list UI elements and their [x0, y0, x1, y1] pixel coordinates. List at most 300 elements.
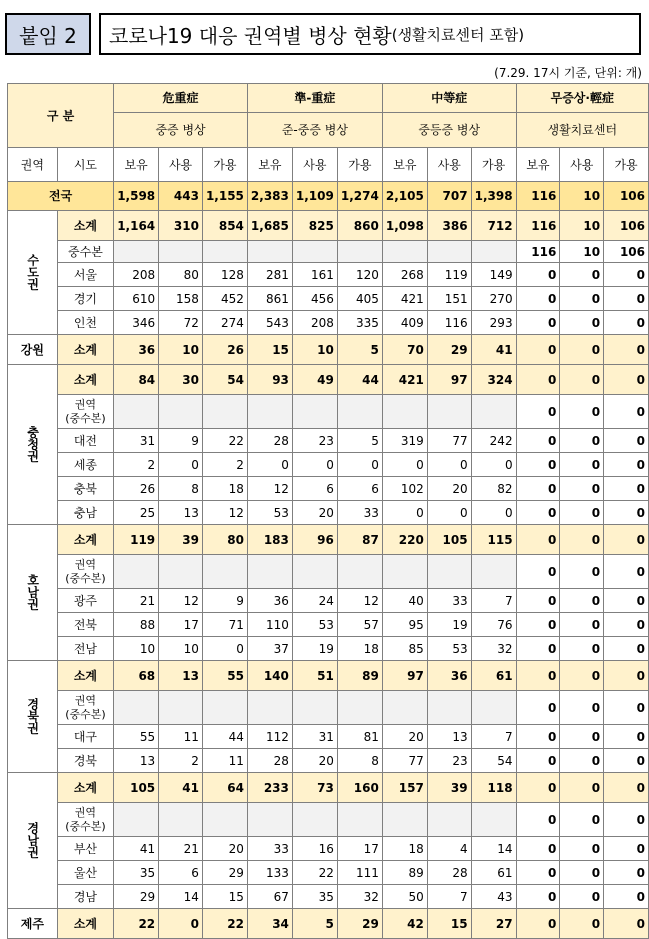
cell-value: 543 — [247, 311, 292, 335]
cell-value: 87 — [337, 525, 382, 555]
header-gubun: 구 분 — [8, 84, 114, 148]
cell-value: 33 — [337, 501, 382, 525]
cell-value: 105 — [114, 773, 159, 803]
cell-value: 0 — [604, 311, 649, 335]
cell-value: 0 — [604, 909, 649, 939]
cell-value: 0 — [516, 311, 560, 335]
cell-value: 41 — [114, 837, 159, 861]
region-name: 경북권 — [25, 697, 40, 734]
cell-value: 93 — [247, 365, 292, 395]
cell-value: 281 — [247, 263, 292, 287]
cell-value — [114, 555, 159, 589]
header-col: 가용 — [202, 148, 247, 182]
region-name: 제주 — [20, 916, 44, 931]
cell-value — [382, 691, 427, 725]
sido-label: 소계 — [57, 525, 114, 555]
header-group-top: 準-重症 — [247, 84, 382, 113]
cell-value: 22 — [114, 909, 159, 939]
cell-value: 712 — [471, 211, 516, 241]
table-row — [8, 725, 649, 749]
cell-value: 0 — [516, 395, 560, 429]
cell-value: 89 — [337, 661, 382, 691]
cell-value: 17 — [337, 837, 382, 861]
cell-value: 158 — [159, 287, 203, 311]
cell-value: 825 — [292, 211, 337, 241]
cell-value: 12 — [159, 589, 203, 613]
header-group-bottom: 중등증 병상 — [382, 113, 516, 148]
table-row — [8, 501, 649, 525]
hub-row — [8, 803, 649, 837]
cell-value: 37 — [247, 637, 292, 661]
cell-value — [427, 395, 471, 429]
cell-value: 68 — [114, 661, 159, 691]
cell-value: 0 — [604, 365, 649, 395]
cell-value — [159, 241, 203, 263]
cell-value: 53 — [427, 637, 471, 661]
cell-value: 22 — [292, 861, 337, 885]
subtotal-row — [8, 525, 649, 555]
sido-label: 경남 — [57, 885, 114, 909]
region-label — [8, 335, 58, 365]
cell-value: 2,383 — [247, 182, 292, 211]
cell-value: 96 — [292, 525, 337, 555]
cell-value: 610 — [114, 287, 159, 311]
cell-value: 43 — [471, 885, 516, 909]
header-group-bottom: 중증 병상 — [114, 113, 248, 148]
cell-value: 1,155 — [202, 182, 247, 211]
cell-value — [427, 691, 471, 725]
cell-value: 42 — [382, 909, 427, 939]
cell-value: 128 — [202, 263, 247, 287]
cell-value: 10 — [159, 335, 203, 365]
header-col: 사용 — [159, 148, 203, 182]
cell-value: 0 — [516, 661, 560, 691]
cell-value — [427, 803, 471, 837]
cell-value: 0 — [516, 477, 560, 501]
cell-value: 0 — [292, 453, 337, 477]
cell-value: 85 — [382, 637, 427, 661]
cell-value: 0 — [560, 885, 604, 909]
cell-value — [202, 555, 247, 589]
cell-value: 71 — [202, 613, 247, 637]
cell-value: 0 — [560, 691, 604, 725]
header-col: 가용 — [337, 148, 382, 182]
sido-label: 권역 (중수본) — [57, 395, 114, 429]
cell-value: 72 — [159, 311, 203, 335]
cell-value: 160 — [337, 773, 382, 803]
cell-value — [159, 395, 203, 429]
region-name: 수도권 — [25, 253, 40, 290]
table-row — [8, 637, 649, 661]
cell-value: 23 — [427, 749, 471, 773]
cell-value: 0 — [604, 773, 649, 803]
cell-value: 1,685 — [247, 211, 292, 241]
cell-value: 20 — [202, 837, 247, 861]
table-row — [8, 885, 649, 909]
cell-value: 55 — [114, 725, 159, 749]
cell-value: 28 — [427, 861, 471, 885]
sido-label: 대전 — [57, 429, 114, 453]
cell-value: 27 — [471, 909, 516, 939]
cell-value — [427, 241, 471, 263]
cell-value: 6 — [292, 477, 337, 501]
cell-value: 29 — [427, 335, 471, 365]
cell-value: 21 — [114, 589, 159, 613]
cell-value: 0 — [159, 909, 203, 939]
cell-value: 335 — [337, 311, 382, 335]
cell-value: 0 — [604, 661, 649, 691]
cell-value: 10 — [560, 182, 604, 211]
cell-value: 0 — [382, 501, 427, 525]
cell-value — [159, 803, 203, 837]
sido-label: 대구 — [57, 725, 114, 749]
region-label — [8, 773, 58, 909]
cell-value: 28 — [247, 429, 292, 453]
sido-label: 충북 — [57, 477, 114, 501]
cell-value: 0 — [516, 263, 560, 287]
cell-value: 32 — [337, 885, 382, 909]
cell-value: 161 — [292, 263, 337, 287]
cell-value: 39 — [427, 773, 471, 803]
cell-value: 0 — [560, 661, 604, 691]
cell-value: 183 — [247, 525, 292, 555]
cell-value: 2 — [114, 453, 159, 477]
cell-value: 36 — [114, 335, 159, 365]
cell-value: 80 — [159, 263, 203, 287]
region-name: 충청권 — [25, 425, 40, 462]
cell-value: 0 — [560, 365, 604, 395]
cell-value: 1,274 — [337, 182, 382, 211]
cell-value: 270 — [471, 287, 516, 311]
cell-value — [292, 691, 337, 725]
cell-value: 346 — [114, 311, 159, 335]
cell-value: 0 — [382, 453, 427, 477]
cell-value: 0 — [516, 589, 560, 613]
cell-value: 13 — [159, 501, 203, 525]
cell-value: 0 — [202, 637, 247, 661]
cell-value: 112 — [247, 725, 292, 749]
cell-value — [337, 241, 382, 263]
cell-value: 0 — [560, 263, 604, 287]
attachment-tag-label: 붙임 2 — [19, 23, 77, 48]
cell-value: 33 — [247, 837, 292, 861]
subtotal-row — [8, 365, 649, 395]
header-col: 가용 — [471, 148, 516, 182]
sido-label: 부산 — [57, 837, 114, 861]
cell-value: 16 — [292, 837, 337, 861]
cell-value: 0 — [159, 453, 203, 477]
attachment-tag — [5, 13, 91, 55]
cell-value: 274 — [202, 311, 247, 335]
sido-label: 인천 — [57, 311, 114, 335]
cell-value: 421 — [382, 365, 427, 395]
cell-value: 0 — [427, 453, 471, 477]
cell-value: 77 — [427, 429, 471, 453]
cell-value: 15 — [427, 909, 471, 939]
subtotal-row — [8, 211, 649, 241]
national-row — [8, 182, 649, 211]
cell-value: 0 — [516, 287, 560, 311]
cell-value — [382, 555, 427, 589]
sido-label: 세종 — [57, 453, 114, 477]
cell-value: 106 — [604, 241, 649, 263]
cell-value: 0 — [604, 429, 649, 453]
cell-value: 10 — [114, 637, 159, 661]
cell-value: 25 — [114, 501, 159, 525]
cell-value: 310 — [159, 211, 203, 241]
cell-value: 36 — [247, 589, 292, 613]
cell-value: 0 — [516, 613, 560, 637]
sido-label: 소계 — [57, 773, 114, 803]
cell-value: 54 — [471, 749, 516, 773]
table-row — [8, 477, 649, 501]
cell-value: 31 — [114, 429, 159, 453]
cell-value: 0 — [516, 555, 560, 589]
cell-value — [382, 241, 427, 263]
hub-row — [8, 691, 649, 725]
sido-label: 충남 — [57, 501, 114, 525]
cell-value — [247, 803, 292, 837]
cell-value: 0 — [516, 837, 560, 861]
table-row — [8, 429, 649, 453]
cell-value — [247, 691, 292, 725]
cell-value: 0 — [516, 637, 560, 661]
cell-value: 41 — [159, 773, 203, 803]
cell-value — [292, 803, 337, 837]
cell-value: 29 — [202, 861, 247, 885]
cell-value: 0 — [560, 287, 604, 311]
cell-value — [114, 395, 159, 429]
cell-value: 111 — [337, 861, 382, 885]
cell-value: 5 — [292, 909, 337, 939]
cell-value: 208 — [114, 263, 159, 287]
region-label — [8, 365, 58, 525]
cell-value: 1,398 — [471, 182, 516, 211]
cell-value: 4 — [427, 837, 471, 861]
cell-value: 861 — [247, 287, 292, 311]
sido-label: 소계 — [57, 909, 114, 939]
cell-value: 81 — [337, 725, 382, 749]
cell-value: 0 — [516, 749, 560, 773]
cell-value: 2 — [202, 453, 247, 477]
subtotal-row — [8, 909, 649, 939]
sido-label: 경기 — [57, 287, 114, 311]
cell-value — [471, 241, 516, 263]
header-col: 보유 — [247, 148, 292, 182]
reference-note: (7.29. 17시 기준, 단위: 개) — [494, 66, 642, 80]
table-row — [8, 311, 649, 335]
cell-value: 456 — [292, 287, 337, 311]
cell-value: 15 — [247, 335, 292, 365]
cell-value: 0 — [560, 589, 604, 613]
header-col: 사용 — [292, 148, 337, 182]
cell-value: 0 — [604, 725, 649, 749]
cell-value: 49 — [292, 365, 337, 395]
cell-value: 39 — [159, 525, 203, 555]
cell-value: 106 — [604, 182, 649, 211]
cell-value: 0 — [604, 287, 649, 311]
header-group-top: 무증상·輕症 — [516, 84, 648, 113]
hub-row — [8, 555, 649, 589]
cell-value: 0 — [604, 263, 649, 287]
sido-label: 광주 — [57, 589, 114, 613]
cell-value: 0 — [560, 725, 604, 749]
cell-value: 19 — [427, 613, 471, 637]
cell-value: 0 — [604, 453, 649, 477]
cell-value: 0 — [516, 429, 560, 453]
cell-value: 268 — [382, 263, 427, 287]
cell-value: 443 — [159, 182, 203, 211]
cell-value: 20 — [427, 477, 471, 501]
cell-value: 707 — [427, 182, 471, 211]
cell-value: 9 — [202, 589, 247, 613]
cell-value — [337, 555, 382, 589]
cell-value: 409 — [382, 311, 427, 335]
header-row-columns — [8, 148, 649, 182]
cell-value: 24 — [292, 589, 337, 613]
cell-value: 88 — [114, 613, 159, 637]
header-col: 보유 — [516, 148, 560, 182]
cell-value — [337, 691, 382, 725]
cell-value: 106 — [604, 211, 649, 241]
cell-value: 53 — [247, 501, 292, 525]
table-row — [8, 287, 649, 311]
cell-value: 28 — [247, 749, 292, 773]
hub-row — [8, 241, 649, 263]
cell-value: 0 — [516, 885, 560, 909]
cell-value: 0 — [560, 525, 604, 555]
table-row — [8, 861, 649, 885]
region-label — [8, 661, 58, 773]
cell-value: 19 — [292, 637, 337, 661]
header-col: 사용 — [427, 148, 471, 182]
table-row — [8, 613, 649, 637]
cell-value: 0 — [247, 453, 292, 477]
cell-value: 0 — [560, 837, 604, 861]
cell-value: 7 — [427, 885, 471, 909]
cell-value: 118 — [471, 773, 516, 803]
cell-value: 0 — [516, 501, 560, 525]
cell-value — [427, 555, 471, 589]
cell-value: 157 — [382, 773, 427, 803]
cell-value: 0 — [516, 909, 560, 939]
cell-value: 0 — [604, 837, 649, 861]
cell-value — [202, 691, 247, 725]
cell-value: 120 — [337, 263, 382, 287]
cell-value: 1,598 — [114, 182, 159, 211]
cell-value: 51 — [292, 661, 337, 691]
cell-value: 6 — [337, 477, 382, 501]
cell-value: 13 — [427, 725, 471, 749]
cell-value: 0 — [560, 555, 604, 589]
cell-value: 854 — [202, 211, 247, 241]
cell-value: 116 — [516, 241, 560, 263]
cell-value — [159, 555, 203, 589]
cell-value: 386 — [427, 211, 471, 241]
sido-label: 중수본 — [57, 241, 114, 263]
cell-value: 0 — [560, 613, 604, 637]
cell-value: 29 — [337, 909, 382, 939]
cell-value — [159, 691, 203, 725]
cell-value: 0 — [560, 803, 604, 837]
cell-value: 0 — [604, 395, 649, 429]
page-subtitle: (생활치료센터 포함) — [391, 25, 525, 44]
cell-value: 0 — [560, 429, 604, 453]
cell-value: 0 — [604, 589, 649, 613]
cell-value: 11 — [202, 749, 247, 773]
cell-value: 0 — [337, 453, 382, 477]
sido-label: 울산 — [57, 861, 114, 885]
cell-value: 22 — [202, 909, 247, 939]
cell-value: 0 — [604, 335, 649, 365]
cell-value: 0 — [516, 861, 560, 885]
cell-value: 0 — [604, 477, 649, 501]
cell-value: 860 — [337, 211, 382, 241]
cell-value: 54 — [202, 365, 247, 395]
cell-value: 105 — [427, 525, 471, 555]
cell-value: 0 — [604, 803, 649, 837]
cell-value: 20 — [292, 501, 337, 525]
cell-value: 20 — [292, 749, 337, 773]
cell-value: 324 — [471, 365, 516, 395]
cell-value: 0 — [604, 749, 649, 773]
cell-value: 0 — [604, 555, 649, 589]
header-col: 가용 — [604, 148, 649, 182]
cell-value: 50 — [382, 885, 427, 909]
header-row-top — [8, 84, 649, 113]
cell-value — [247, 395, 292, 429]
sido-label: 전남 — [57, 637, 114, 661]
table-row — [8, 837, 649, 861]
cell-value: 14 — [471, 837, 516, 861]
cell-value: 151 — [427, 287, 471, 311]
header-group-top: 中等症 — [382, 84, 516, 113]
cell-value: 0 — [604, 637, 649, 661]
cell-value: 21 — [159, 837, 203, 861]
cell-value: 8 — [159, 477, 203, 501]
cell-value: 22 — [202, 429, 247, 453]
region-name: 경남권 — [25, 821, 40, 858]
cell-value: 405 — [337, 287, 382, 311]
cell-value: 0 — [516, 725, 560, 749]
cell-value: 0 — [516, 453, 560, 477]
cell-value: 40 — [382, 589, 427, 613]
subtotal-row — [8, 661, 649, 691]
cell-value — [292, 555, 337, 589]
cell-value — [202, 395, 247, 429]
cell-value: 12 — [247, 477, 292, 501]
cell-value: 30 — [159, 365, 203, 395]
cell-value: 242 — [471, 429, 516, 453]
cell-value — [471, 803, 516, 837]
cell-value: 0 — [560, 773, 604, 803]
cell-value: 9 — [159, 429, 203, 453]
header-col: 보유 — [114, 148, 159, 182]
cell-value — [471, 555, 516, 589]
cell-value: 0 — [604, 613, 649, 637]
page-title: 코로나19 대응 권역별 병상 현황 — [109, 23, 392, 48]
region-name: 강원 — [20, 342, 44, 357]
cell-value: 35 — [114, 861, 159, 885]
cell-value: 14 — [159, 885, 203, 909]
cell-value: 0 — [560, 909, 604, 939]
cell-value: 18 — [337, 637, 382, 661]
header-col: 사용 — [560, 148, 604, 182]
cell-value: 116 — [516, 182, 560, 211]
cell-value: 0 — [560, 749, 604, 773]
cell-value — [114, 803, 159, 837]
cell-value: 0 — [516, 365, 560, 395]
